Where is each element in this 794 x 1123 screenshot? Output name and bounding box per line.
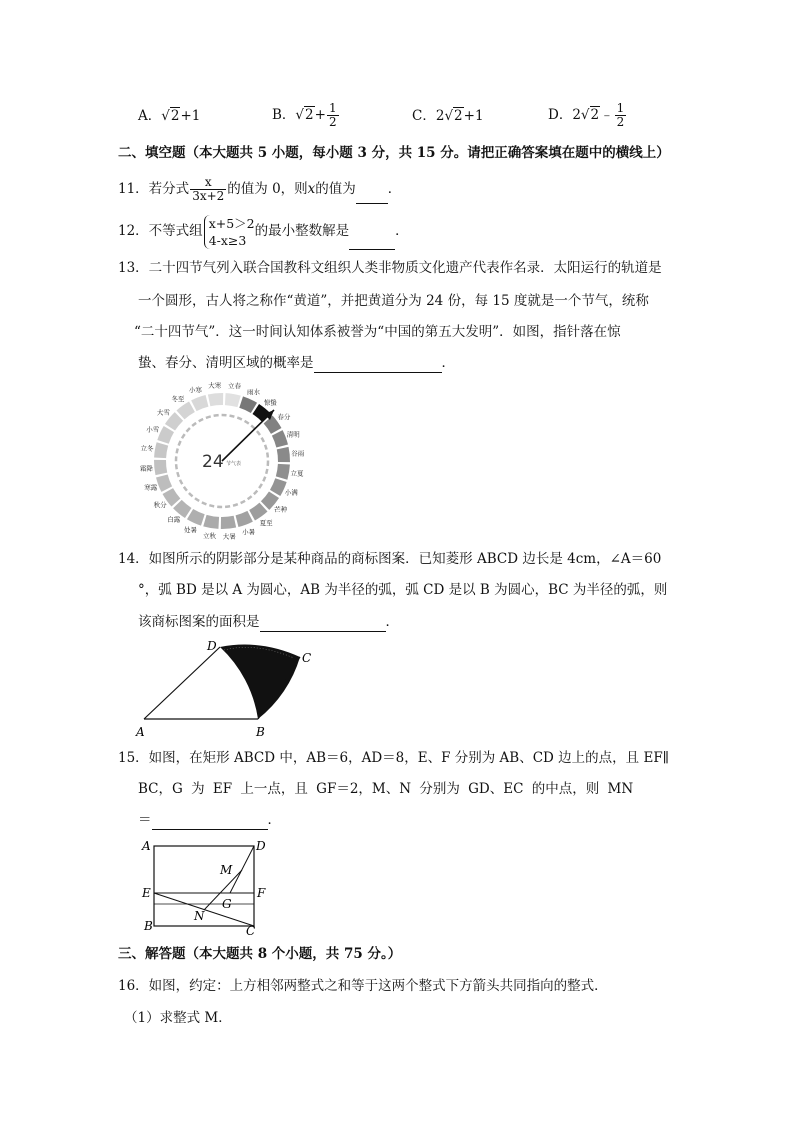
q16-line1: 16．如图，约定：上方相邻两整式之和等于这两个整式下方箭头共同指向的整式．: [118, 978, 608, 994]
rhombus-logo-figure: [134, 636, 324, 740]
side-ad: [144, 647, 220, 719]
solar-term-label: 春分: [277, 412, 291, 421]
point-label-b: B: [144, 919, 153, 933]
point-label-c: C: [246, 924, 256, 936]
solar-term-label: 夏至: [259, 518, 273, 527]
q15-answer-blank[interactable]: [152, 815, 268, 830]
solar-term-label: 冬至: [171, 395, 185, 404]
point-label-m: M: [220, 863, 233, 877]
wheel-segment: [156, 475, 172, 492]
point-label-b: B: [256, 725, 265, 739]
point-label-c: C: [302, 651, 312, 665]
wheel-segment: [157, 426, 174, 444]
solar-term-label: 寒露: [144, 483, 158, 492]
q13-line3: “二十四节气”．这一时间认知体系被誉为“中国的第五大发明”．如图，指针落在惊: [134, 324, 621, 340]
center-caption: 节气表: [226, 461, 242, 467]
solar-terms-wheel: [140, 380, 322, 540]
wheel-segment: [154, 460, 167, 475]
solar-term-label: 处暑: [184, 526, 197, 535]
solar-term-label: 小雪: [146, 425, 160, 434]
q16-part1: （1）求整式 M．: [124, 1010, 232, 1026]
section3-title: 三、解答题（本大题共 8 个小题，共 75 分。）: [118, 946, 402, 962]
point-label-n: N: [194, 909, 205, 923]
wheel-segment: [276, 464, 290, 480]
wheel-segment: [208, 393, 223, 406]
section2-title: 二、填空题（本大题共 5 小题，每小题 3 分，共 15 分。请把正确答案填在题中的横线上）: [118, 145, 670, 161]
solar-term-label: 秋分: [153, 501, 167, 510]
q10-option-a: A．√2+1: [138, 108, 201, 124]
point-label-g: G: [222, 897, 232, 911]
wheel-segment: [176, 402, 194, 420]
solar-term-label: 小暑: [242, 528, 256, 537]
solar-term-label: 大雪: [156, 408, 170, 417]
point-label-e: E: [142, 886, 151, 900]
q12: 12．不等式组 x+5＞2 4-x≥3 的最小整数解是 ．: [118, 212, 409, 250]
q15-line3: ＝ ．: [138, 812, 281, 828]
solar-term-label: 白露: [167, 515, 181, 524]
solar-term-label: 大暑: [222, 532, 236, 540]
point-label-d: D: [256, 839, 266, 853]
q13-answer-blank[interactable]: [314, 358, 442, 373]
wheel-segment: [225, 393, 241, 407]
q14-line1: 14．如图所示的阴影部分是某种商品的商标图案．已知菱形 ABCD 边长是 4cm，∠A＝60: [118, 551, 662, 567]
solar-term-label: 立秋: [203, 532, 216, 540]
wheel-segment: [154, 442, 168, 458]
q15-line2: BC，G 为 EF 上一点，且 GF＝2，M、N 分别为 GD、EC 的中点，则 MN: [138, 781, 634, 797]
inequality-system: x+5＞2 4-x≥3: [204, 215, 255, 249]
wheel-segment: [203, 515, 219, 529]
q13-line2: 一个圆形，古人将之称作“黄道”，并把黄道分为 24 份，每 15 度就是一个节气，统称: [138, 293, 649, 309]
wheel-segment: [272, 430, 288, 447]
q11: 11．若分式 $\frac{x}{3x+2}$ 的值为 0，则x的值为 ．: [118, 175, 402, 203]
q14-answer-blank[interactable]: [260, 617, 386, 632]
q11-answer-blank[interactable]: [356, 189, 388, 204]
point-label-a: A: [136, 725, 145, 739]
solar-term-label: 小寒: [188, 385, 202, 394]
wheel-segment: [239, 396, 257, 413]
segment-gd: [230, 846, 254, 893]
solar-term-label: 立春: [228, 382, 241, 390]
rectangle-figure: [138, 834, 278, 936]
solar-term-label: 立夏: [290, 469, 304, 478]
q14-line3: 该商标图案的面积是 ．: [138, 614, 399, 630]
solar-term-label: 霜降: [140, 464, 153, 473]
solar-term-label: 芒种: [274, 505, 288, 514]
q10-option-d: D．2√2﹣ $\frac{1}{2}$: [548, 101, 625, 129]
point-label-a: A: [142, 839, 151, 853]
wheel-segment: [249, 503, 267, 521]
wheel-segment: [187, 509, 205, 526]
solar-term-label: 雨水: [247, 387, 260, 396]
wheel-segment: [236, 511, 253, 527]
solar-term-label: 惊蛰: [263, 398, 277, 407]
solar-term-label: 清明: [286, 430, 300, 439]
solar-term-label: 谷雨: [291, 449, 305, 458]
wheel-segment: [191, 395, 208, 411]
q13-line4: 蛰、春分、清明区域的概率是 ．: [138, 355, 455, 371]
solar-term-label: 大寒: [208, 381, 222, 390]
center-number: 24: [202, 452, 224, 472]
q13-line1: 13．二十四节气列入联合国教科文组织人类非物质文化遗产代表作名录．太阳运行的轨道是: [118, 260, 662, 276]
q15-line1: 15．如图，在矩形 ABCD 中，AB＝6，AD＝8，E、F 分别为 AB、CD 边上的点，且 EF∥: [118, 750, 669, 766]
q14-line2: °，弧 BD 是以 A 为圆心，AB 为半径的弧，弧 CD 是以 B 为圆心，BC 为半径的弧，则: [138, 582, 668, 598]
solar-term-label: 小满: [284, 488, 298, 497]
point-label-f: F: [257, 886, 266, 900]
q10-option-c: C．2√2+1: [412, 108, 484, 124]
wheel-segment: [221, 516, 236, 529]
q10-option-b: B．√2+ $\frac{1}{2}$: [272, 101, 337, 129]
solar-term-label: 立冬: [140, 444, 154, 453]
point-label-d: D: [207, 639, 217, 653]
q12-answer-blank[interactable]: [349, 235, 395, 250]
wheel-segment: [277, 447, 290, 462]
